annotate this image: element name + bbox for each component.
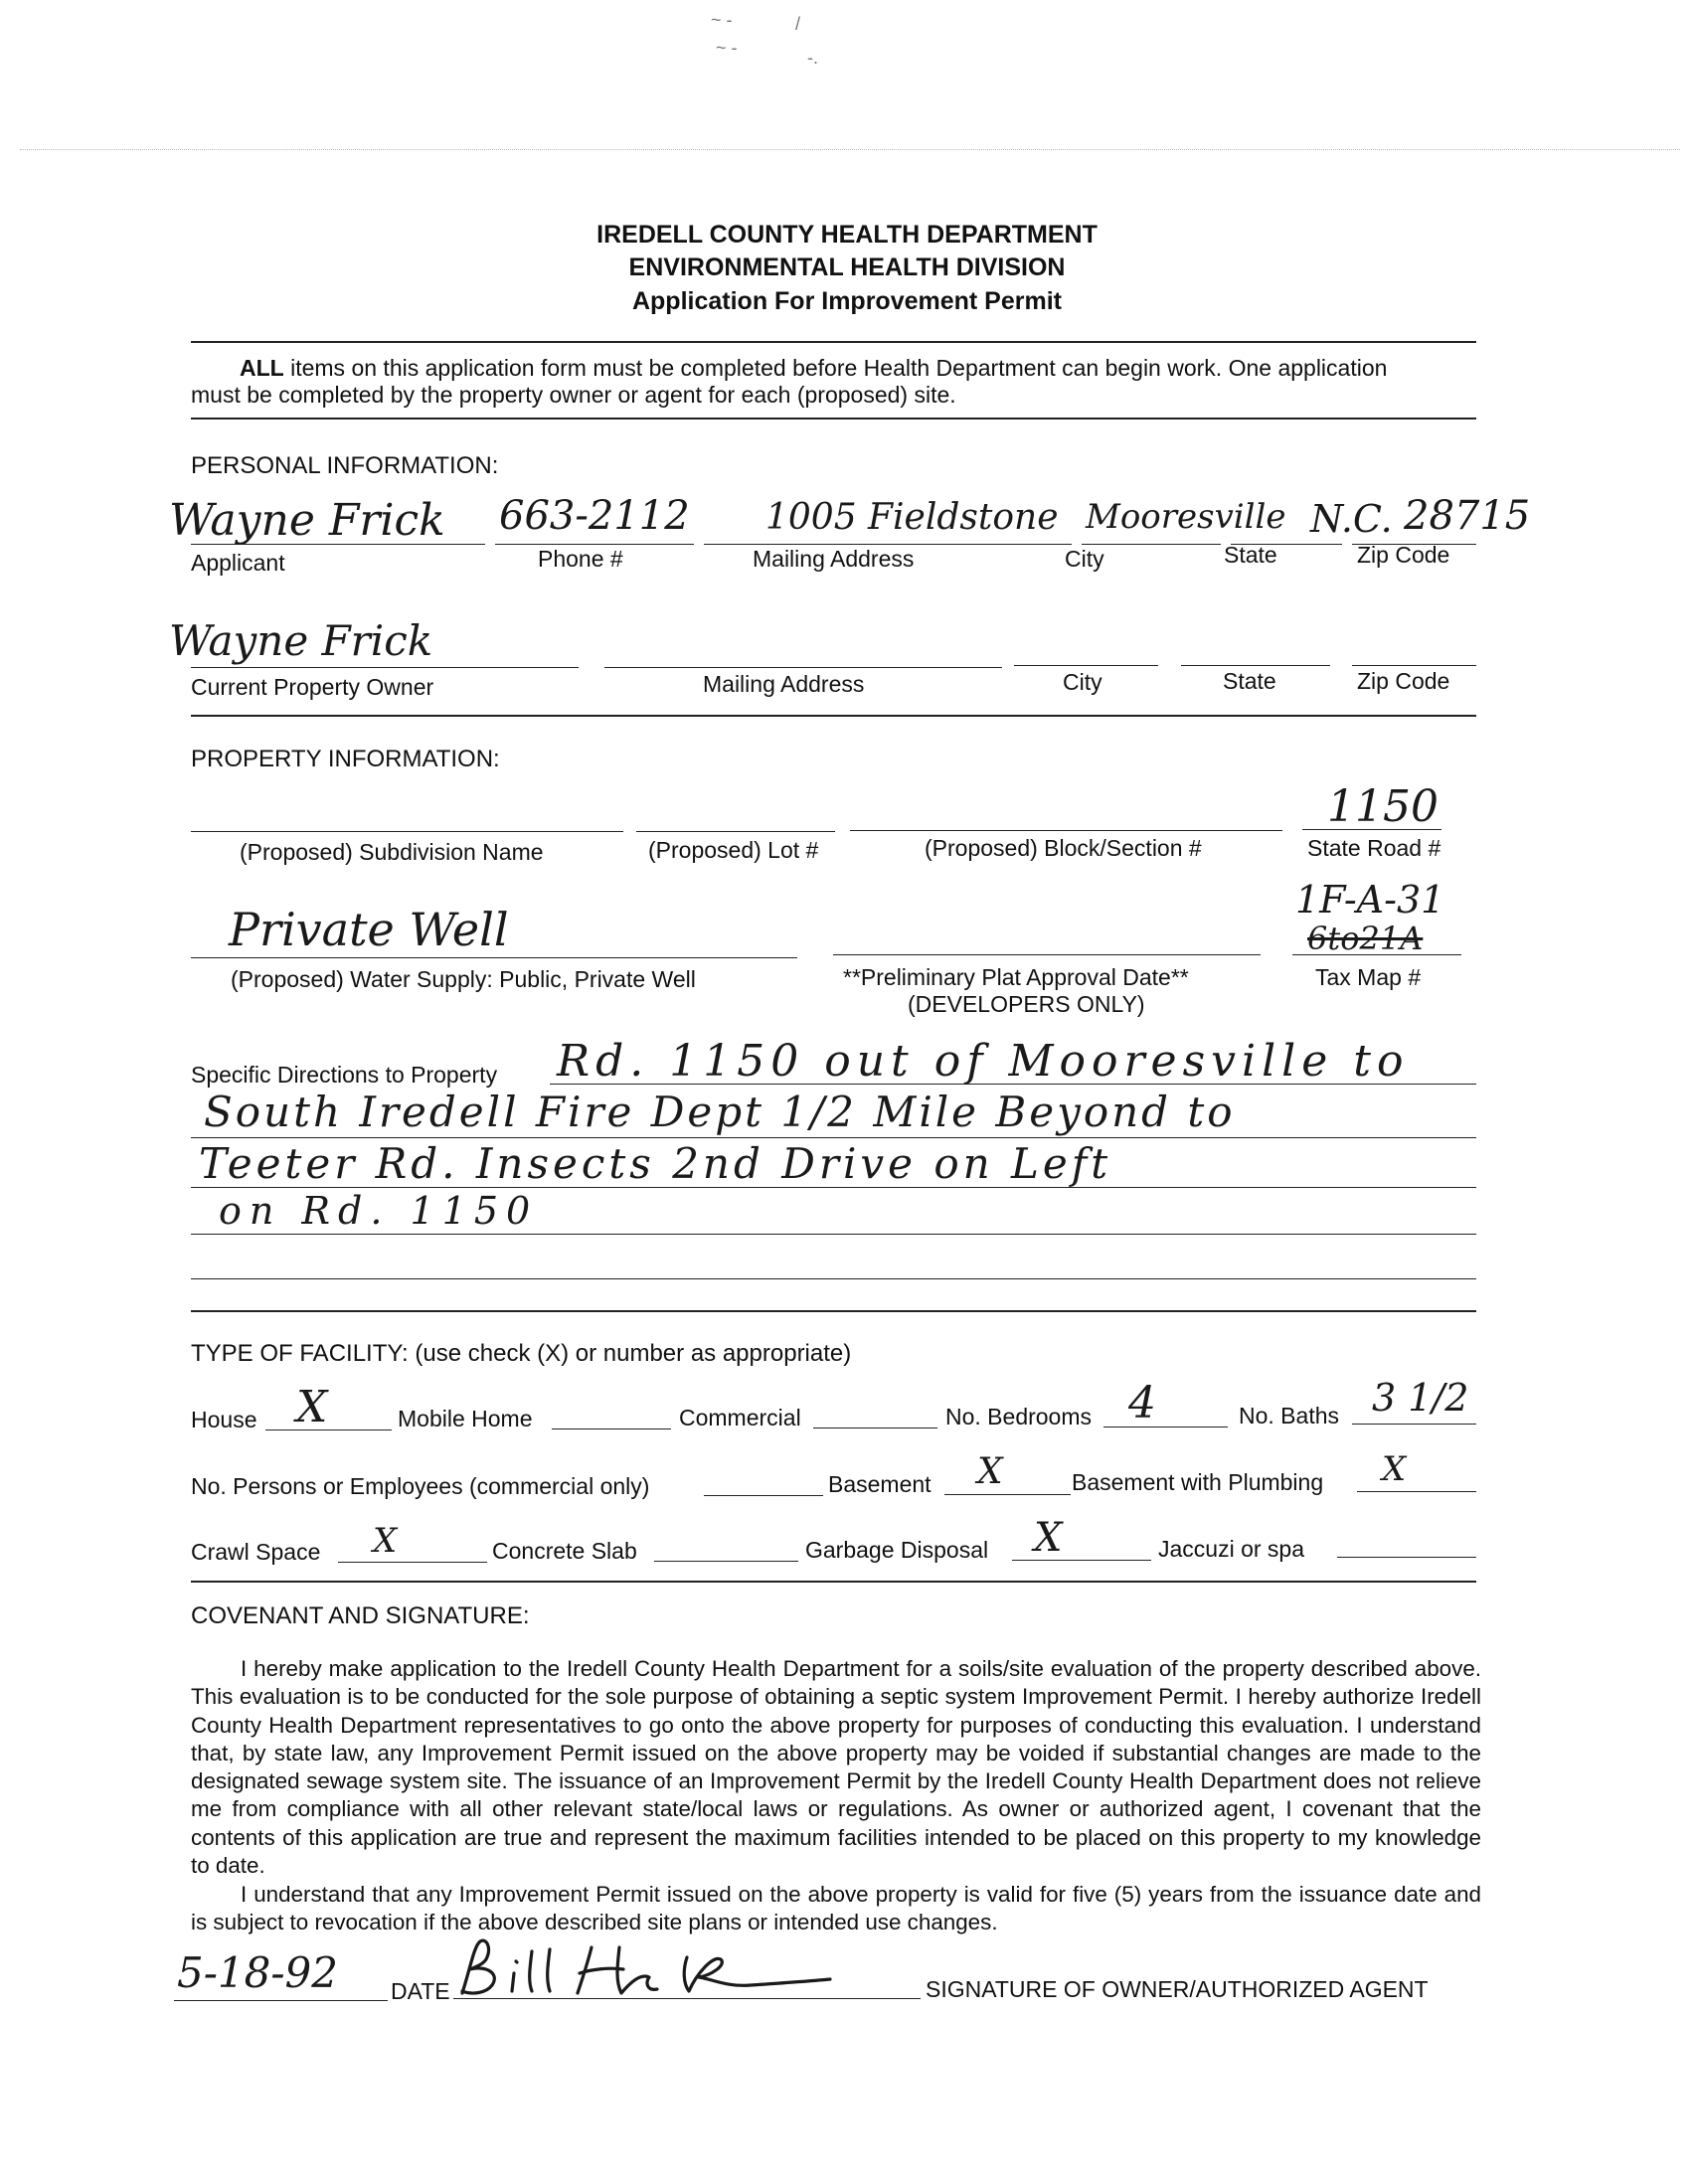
- directions-value-2: South Iredell Fire Dept 1/2 Mile Beyond to: [204, 1088, 1236, 1136]
- garbage-field[interactable]: [1012, 1560, 1151, 1561]
- mailing-label: Mailing Address: [753, 546, 915, 572]
- plat-developers-label: (DEVELOPERS ONLY): [908, 991, 1145, 1017]
- owner-label: Current Property Owner: [191, 674, 434, 700]
- intro-line-2: must be completed by the property owner or agent for each (proposed) site.: [191, 382, 956, 408]
- house-field[interactable]: [265, 1429, 392, 1430]
- slab-label: Concrete Slab: [492, 1538, 637, 1564]
- basement-value: X: [977, 1451, 1003, 1492]
- header-division: ENVIRONMENTAL HEALTH DIVISION: [628, 253, 1066, 281]
- basement-plumbing-field[interactable]: [1357, 1491, 1476, 1492]
- bedrooms-label: No. Bedrooms: [945, 1404, 1093, 1429]
- phone-label: Phone #: [538, 546, 623, 572]
- date-label: DATE: [391, 1978, 450, 2004]
- road-value: 1150: [1327, 781, 1439, 832]
- owner-zip-field[interactable]: [1352, 665, 1476, 666]
- garbage-value: X: [1034, 1515, 1063, 1561]
- directions-label: Specific Directions to Property: [191, 1062, 498, 1088]
- taxmap-value: 1F-A-31: [1295, 878, 1445, 922]
- water-supply-field[interactable]: [191, 957, 797, 958]
- directions-line-5[interactable]: [191, 1278, 1476, 1279]
- crawl-space-label: Crawl Space: [191, 1539, 321, 1565]
- commercial-label: Commercial: [679, 1405, 801, 1430]
- water-supply-value: Private Well: [229, 903, 509, 956]
- state-value: N.C.: [1310, 497, 1393, 541]
- house-label: House: [191, 1407, 257, 1432]
- scan-speck: -.: [807, 48, 818, 68]
- scan-dotted-line: [20, 149, 1680, 150]
- zip-value: 28715: [1404, 493, 1531, 539]
- subdivision-label: (Proposed) Subdivision Name: [240, 839, 544, 865]
- city-value: Mooresville: [1086, 497, 1286, 537]
- owner-zip-label: Zip Code: [1357, 668, 1450, 694]
- rule: [191, 418, 1476, 420]
- taxmap-struck-value: 6to21A: [1307, 920, 1424, 957]
- owner-state-field[interactable]: [1181, 665, 1330, 666]
- scan-speck: ~ -: [711, 10, 733, 30]
- plat-date-field[interactable]: [833, 954, 1261, 955]
- date-value: 5-18-92: [177, 1948, 338, 1997]
- block-field[interactable]: [850, 830, 1282, 831]
- basement-plumbing-value: X: [1382, 1449, 1407, 1489]
- date-field[interactable]: [174, 2000, 388, 2001]
- directions-line-4[interactable]: [191, 1234, 1476, 1235]
- personal-section-title: PERSONAL INFORMATION:: [191, 452, 499, 479]
- owner-state-label: State: [1223, 668, 1276, 694]
- persons-label: No. Persons or Employees (commercial only): [191, 1473, 650, 1499]
- header-department: IREDELL COUNTY HEALTH DEPARTMENT: [596, 221, 1098, 249]
- rule: [191, 1310, 1476, 1312]
- bedrooms-field[interactable]: [1103, 1427, 1228, 1428]
- crawl-space-field[interactable]: [338, 1562, 487, 1563]
- phone-value: 663-2112: [499, 493, 690, 539]
- basement-plumbing-label: Basement with Plumbing: [1072, 1469, 1324, 1495]
- owner-mailing-field[interactable]: [604, 667, 1002, 668]
- zip-label: Zip Code: [1357, 542, 1450, 568]
- baths-label: No. Baths: [1239, 1403, 1339, 1428]
- applicant-label: Applicant: [191, 550, 285, 576]
- facility-section-title: TYPE OF FACILITY: (use check (X) or number as appropriate): [191, 1340, 852, 1367]
- lot-field[interactable]: [636, 831, 835, 832]
- rule: [191, 715, 1476, 717]
- owner-mailing-label: Mailing Address: [703, 671, 865, 697]
- mailing-field[interactable]: [704, 544, 1072, 545]
- jacuzzi-label: Jaccuzi or spa: [1158, 1536, 1305, 1562]
- property-section-title: PROPERTY INFORMATION:: [191, 746, 500, 772]
- covenant-section-title: COVENANT AND SIGNATURE:: [191, 1602, 530, 1629]
- signature-label: SIGNATURE OF OWNER/AUTHORIZED AGENT: [926, 1976, 1429, 2002]
- mailing-value: 1005 Fieldstone: [765, 497, 1059, 538]
- taxmap-label: Tax Map #: [1315, 964, 1422, 990]
- water-supply-label: (Proposed) Water Supply: Public, Private Well: [231, 966, 696, 992]
- directions-value-4: on Rd. 1150: [219, 1189, 539, 1233]
- rule: [191, 341, 1476, 343]
- crawl-space-value: X: [373, 1521, 398, 1561]
- applicant-value: Wayne Frick: [169, 495, 445, 546]
- city-field[interactable]: [1082, 544, 1221, 545]
- plat-label: **Preliminary Plat Approval Date**: [843, 964, 1189, 990]
- covenant-paragraph-1: I hereby make application to the Iredell County Health Department for a soils/site evaluation of the property described above. This evaluation is to be conducted for the sole purpose of obtaining a septic system Improvement Permit. I hereby authorize Iredell County Health Department representatives to go onto the above property for purposes of conducting this evaluation. I understand that, by state law, any Improvement Permit issued on the above property may be voided if substantial changes are made to the designated sewage system site. The issuance of an Improvement Permit by the Iredell County Health Department does not relieve me from compliance with all other relevant state/local laws or regulations. As owner or authorized agent, I covenant that the contents of this application are true and represent the maximum facilities intended to be placed on this property to my knowledge to date.: [191, 1656, 1481, 1879]
- owner-value: Wayne Frick: [169, 616, 433, 665]
- owner-city-field[interactable]: [1014, 665, 1158, 666]
- basement-field[interactable]: [944, 1494, 1071, 1495]
- bedrooms-value: 4: [1128, 1378, 1156, 1428]
- phone-field[interactable]: [495, 544, 694, 545]
- baths-field[interactable]: [1352, 1424, 1476, 1425]
- city-label: City: [1065, 546, 1104, 572]
- lot-label: (Proposed) Lot #: [648, 837, 819, 863]
- directions-value-1: Rd. 1150 out of Mooresville to: [557, 1036, 1410, 1087]
- intro-line-1: ALL items on this application form must be completed before Health Department can begin work. One application: [240, 355, 1388, 381]
- house-value: X: [296, 1382, 328, 1432]
- mobile-home-field[interactable]: [552, 1428, 671, 1429]
- rule: [191, 1581, 1476, 1583]
- jacuzzi-field[interactable]: [1337, 1557, 1476, 1558]
- subdivision-field[interactable]: [191, 831, 623, 832]
- owner-field[interactable]: [191, 667, 579, 668]
- scan-speck: /: [795, 14, 801, 34]
- covenant-paragraph-2: I understand that any Improvement Permit issued on the above property is valid for five (5) years from the issuance date and is subject to revocation if the above described site plans or intended use changes.: [191, 1882, 1481, 1935]
- road-label: State Road #: [1307, 835, 1441, 861]
- header-form-title: Application For Improvement Permit: [631, 287, 1062, 315]
- slab-field[interactable]: [654, 1561, 798, 1562]
- persons-field[interactable]: [704, 1495, 823, 1496]
- mobile-home-label: Mobile Home: [398, 1406, 533, 1431]
- baths-value: 3 1/2: [1372, 1376, 1469, 1420]
- garbage-label: Garbage Disposal: [805, 1537, 989, 1563]
- state-label: State: [1224, 542, 1277, 568]
- scan-speck: ~ -: [716, 38, 738, 58]
- basement-label: Basement: [828, 1471, 932, 1497]
- owner-city-label: City: [1063, 669, 1102, 695]
- directions-value-3: Teeter Rd. Insects 2nd Drive on Left: [199, 1139, 1112, 1188]
- block-label: (Proposed) Block/Section #: [925, 835, 1202, 861]
- signature-image: [452, 1933, 870, 2003]
- directions-line-2[interactable]: [191, 1137, 1476, 1138]
